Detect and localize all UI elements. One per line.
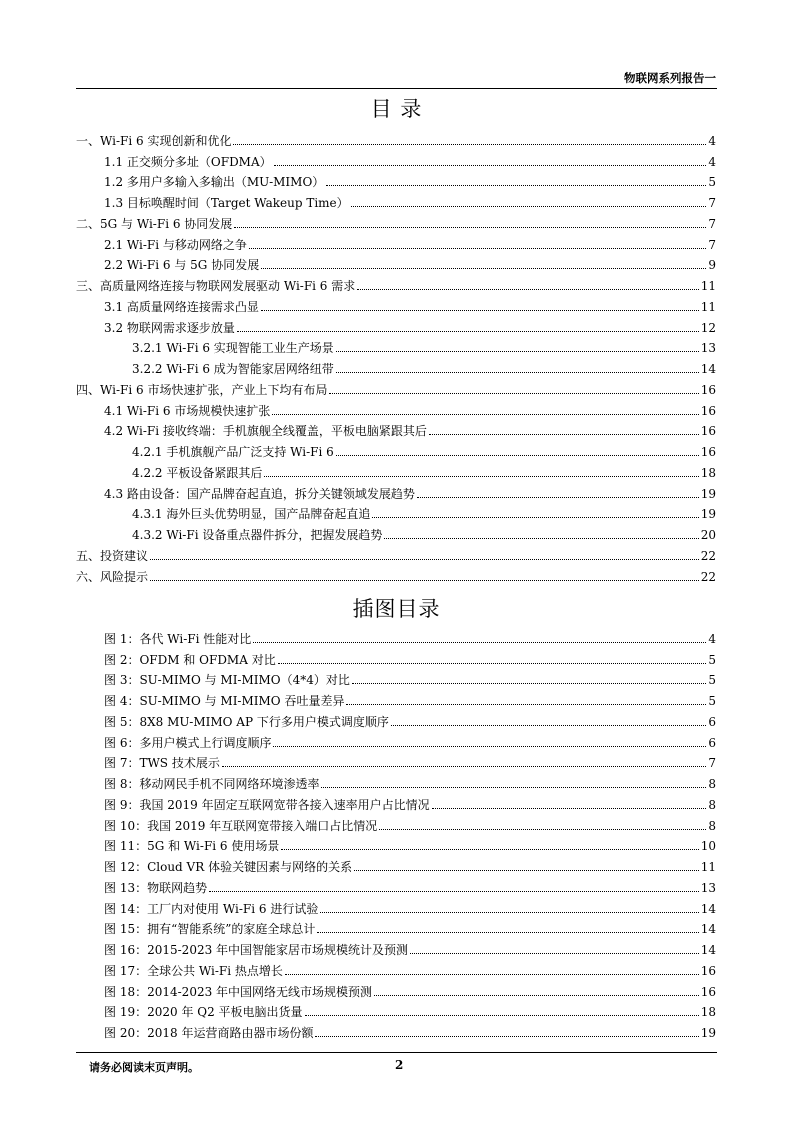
figure-entry-title: 图 7：TWS 技术展示 xyxy=(104,756,220,771)
toc-entry-page-number: 18 xyxy=(700,465,716,480)
toc-entry[interactable] xyxy=(76,127,716,148)
toc-entry[interactable] xyxy=(76,355,716,376)
toc-entry[interactable] xyxy=(76,480,716,501)
toc-entry-title: 4.2 Wi-Fi 接收终端：手机旗舰全线覆盖，平板电脑紧跟其后 xyxy=(104,424,427,439)
dot-leader xyxy=(357,289,698,290)
dot-leader xyxy=(326,185,706,186)
dot-leader xyxy=(150,559,699,560)
toc-entry-page-number: 4 xyxy=(708,133,716,148)
toc-entry-title: 1.1 正交频分多址（OFDMA） xyxy=(104,154,272,169)
figure-entry-page-number: 5 xyxy=(708,652,716,667)
figure-entry-title: 图 6：多用户模式上行调度顺序 xyxy=(104,735,272,750)
dot-leader xyxy=(261,268,706,269)
figure-entry[interactable] xyxy=(76,750,716,771)
figure-entry-title: 图 20：2018 年运营商路由器市场份额 xyxy=(104,1026,314,1040)
toc-entry[interactable] xyxy=(76,293,716,314)
figure-entry[interactable] xyxy=(76,916,716,937)
toc-entry[interactable] xyxy=(76,542,716,563)
toc-entry-title: 4.3.1 海外巨头优势明显，国产品牌奋起直追 xyxy=(132,507,371,522)
disclaimer-note: 请务必阅读末页声明。 xyxy=(89,1061,199,1074)
figure-entry[interactable] xyxy=(76,936,716,957)
dot-leader xyxy=(278,663,707,664)
figure-entry[interactable] xyxy=(76,874,716,895)
toc-entry-page-number: 16 xyxy=(700,445,716,459)
toc-entry-page-number: 22 xyxy=(700,548,716,563)
dot-leader xyxy=(429,434,699,435)
figure-entry-page-number: 7 xyxy=(708,756,716,771)
toc-entry-title: 4.2.2 平板设备紧跟其后 xyxy=(132,465,263,480)
figure-entry-page-number: 6 xyxy=(708,714,716,729)
toc-entry-title: 4.1 Wi-Fi 6 市场规模快速扩张 xyxy=(104,403,271,418)
toc-entry-title: 一、Wi-Fi 6 实现创新和优化 xyxy=(76,133,232,148)
figure-entry-title: 图 12：Cloud VR 体验关键因素与网络的关系 xyxy=(104,860,353,874)
toc-entry[interactable] xyxy=(76,397,716,418)
dot-leader xyxy=(317,932,698,933)
toc-entry[interactable] xyxy=(76,272,716,293)
toc-entry-page-number: 4 xyxy=(708,154,716,169)
figure-entry[interactable] xyxy=(76,770,716,791)
dot-leader xyxy=(249,248,706,249)
figure-entry[interactable] xyxy=(76,833,716,854)
dot-leader xyxy=(281,849,698,850)
toc-entry-title: 3.2 物联网需求逐步放量 xyxy=(104,320,235,335)
figure-entry-title: 图 2：OFDM 和 OFDMA 对比 xyxy=(104,652,276,667)
toc-entry[interactable] xyxy=(76,438,716,459)
toc-entry-title: 二、5G 与 Wi-Fi 6 协同发展 xyxy=(76,216,233,231)
toc-entry[interactable] xyxy=(76,501,716,522)
toc-entry-title: 三、高质量网络连接与物联网发展驱动 Wi-Fi 6 需求 xyxy=(76,279,356,293)
figure-entry[interactable] xyxy=(76,791,716,812)
dot-leader xyxy=(234,227,706,228)
toc-entry-title: 六、风险提示 xyxy=(76,569,149,584)
figure-entry-page-number: 14 xyxy=(700,922,716,937)
figure-list-heading: 插图目录 xyxy=(352,597,441,621)
dot-leader xyxy=(222,766,707,767)
toc-entry[interactable] xyxy=(76,210,716,231)
toc-entry[interactable] xyxy=(76,189,716,210)
toc-entry-title: 2.1 Wi-Fi 与移动网络之争 xyxy=(104,237,247,252)
dot-leader xyxy=(336,455,699,456)
toc-entry-title: 3.1 高质量网络连接需求凸显 xyxy=(104,299,259,314)
dot-leader xyxy=(264,476,698,477)
toc-entry-page-number: 20 xyxy=(700,528,716,542)
figure-entry-title: 图 5：8X8 MU-MIMO AP 下行多用户模式调度顺序 xyxy=(104,714,389,729)
figure-entry[interactable] xyxy=(76,853,716,874)
toc-entry[interactable] xyxy=(76,521,716,542)
dot-leader xyxy=(253,642,706,643)
toc-entry[interactable] xyxy=(76,563,716,584)
toc-entry-page-number: 16 xyxy=(700,382,716,397)
figure-entry-page-number: 18 xyxy=(700,1005,716,1020)
figure-entry-page-number: 6 xyxy=(708,735,716,750)
figure-entry-page-number: 8 xyxy=(708,797,716,812)
figure-entry[interactable] xyxy=(76,895,716,916)
dot-leader xyxy=(374,995,699,996)
dot-leader xyxy=(336,351,699,352)
figure-entry-page-number: 16 xyxy=(700,963,716,978)
toc-entry-page-number: 12 xyxy=(700,320,716,335)
figure-entry-page-number: 19 xyxy=(700,1026,716,1040)
figure-entry-page-number: 5 xyxy=(708,673,716,688)
toc-entry-title: 4.2.1 手机旗舰产品广泛支持 Wi-Fi 6 xyxy=(132,445,334,459)
figure-entry-page-number: 11 xyxy=(700,860,716,874)
toc-entry-page-number: 11 xyxy=(700,279,716,293)
header-divider xyxy=(76,88,717,89)
figure-entry-title: 图 18：2014-2023 年中国网络无线市场规模预测 xyxy=(104,984,373,999)
toc-entry[interactable] xyxy=(76,459,716,480)
dot-leader xyxy=(432,808,707,809)
toc-entry-title: 五、投资建议 xyxy=(76,548,149,563)
toc-entry-title: 4.3 路由设备：国产品牌奋起直追，拆分关键领域发展趋势 xyxy=(104,486,415,501)
figure-entry-page-number: 4 xyxy=(708,631,716,646)
dot-leader xyxy=(417,497,699,498)
dot-leader xyxy=(274,165,707,166)
figure-entry-page-number: 13 xyxy=(700,880,716,895)
dot-leader xyxy=(320,912,698,913)
toc-entry[interactable] xyxy=(76,169,716,190)
dot-leader xyxy=(336,372,699,373)
dot-leader xyxy=(384,538,698,539)
toc-heading: 目 录 xyxy=(370,97,423,121)
figure-entry-title: 图 13：物联网趋势 xyxy=(104,880,208,895)
footer-divider xyxy=(76,1052,717,1053)
toc-entry[interactable] xyxy=(76,148,716,169)
figure-entry-page-number: 10 xyxy=(700,839,716,854)
dot-leader xyxy=(329,393,698,394)
figure-entry-title: 图 17：全球公共 Wi-Fi 热点增长 xyxy=(104,963,283,978)
figure-entry-page-number: 5 xyxy=(708,694,716,708)
dot-leader xyxy=(379,829,706,830)
figure-entry-title: 图 8：移动网民手机不同网络环境渗透率 xyxy=(104,777,320,791)
figure-entry-page-number: 16 xyxy=(700,984,716,999)
dot-leader xyxy=(273,746,706,747)
figure-list xyxy=(76,625,716,1040)
figure-entry-title: 图 9：我国 2019 年固定互联网宽带各接入速率用户占比情况 xyxy=(104,797,430,812)
toc-entry-page-number: 7 xyxy=(708,237,716,252)
toc-entry-page-number: 16 xyxy=(700,424,716,439)
toc-entry-page-number: 7 xyxy=(708,196,716,210)
figure-entry[interactable] xyxy=(76,978,716,999)
toc-entry-title: 1.3 目标唤醒时间（Target Wakeup Time） xyxy=(104,196,349,210)
figure-entry-page-number: 14 xyxy=(700,901,716,916)
toc-entry[interactable] xyxy=(76,418,716,439)
figure-entry[interactable] xyxy=(76,687,716,708)
toc-entry-title: 4.3.2 Wi-Fi 设备重点器件拆分，把握发展趋势 xyxy=(132,528,383,542)
toc-entry-title: 3.2.1 Wi-Fi 6 实现智能工业生产场景 xyxy=(132,341,334,356)
toc-entry-page-number: 5 xyxy=(708,175,716,190)
figure-entry[interactable] xyxy=(76,999,716,1020)
toc-list xyxy=(76,127,716,584)
toc-entry-page-number: 16 xyxy=(700,403,716,418)
toc-entry-page-number: 7 xyxy=(708,216,716,231)
figure-entry[interactable] xyxy=(76,667,716,688)
dot-leader xyxy=(351,206,707,207)
figure-entry[interactable] xyxy=(76,708,716,729)
toc-entry-title: 2.2 Wi-Fi 6 与 5G 协同发展 xyxy=(104,258,260,273)
toc-entry-title: 1.2 多用户多输入多输出（MU-MIMO） xyxy=(104,175,325,190)
dot-leader xyxy=(237,331,699,332)
toc-entry-page-number: 11 xyxy=(700,299,716,314)
toc-entry[interactable] xyxy=(76,335,716,356)
toc-entry-page-number: 9 xyxy=(708,258,716,273)
dot-leader xyxy=(391,725,707,726)
figure-entry[interactable] xyxy=(76,625,716,646)
dot-leader xyxy=(285,974,699,975)
dot-leader xyxy=(315,1036,698,1037)
figure-entry-page-number: 14 xyxy=(700,943,716,957)
figure-entry-page-number: 8 xyxy=(708,818,716,833)
dot-leader xyxy=(372,517,698,518)
toc-entry-page-number: 22 xyxy=(700,569,716,584)
dot-leader xyxy=(233,144,706,145)
figure-entry-title: 图 11：5G 和 Wi-Fi 6 使用场景 xyxy=(104,839,280,854)
figure-entry-title: 图 10：我国 2019 年互联网宽带接入端口占比情况 xyxy=(104,818,378,833)
figure-entry[interactable] xyxy=(76,646,716,667)
figure-entry[interactable] xyxy=(76,729,716,750)
dot-leader xyxy=(150,580,699,581)
figure-entry-title: 图 1：各代 Wi-Fi 性能对比 xyxy=(104,631,252,646)
report-series-title: 物联网系列报告一 xyxy=(624,71,716,85)
dot-leader xyxy=(354,870,699,871)
dot-leader xyxy=(346,704,706,705)
toc-entry-page-number: 13 xyxy=(700,341,716,356)
toc-entry[interactable] xyxy=(76,231,716,252)
figure-entry[interactable] xyxy=(76,1019,716,1040)
toc-entry[interactable] xyxy=(76,376,716,397)
figure-entry-title: 图 15：拥有“智能系统”的家庭全球总计 xyxy=(104,922,316,937)
figure-entry[interactable] xyxy=(76,812,716,833)
figure-entry[interactable] xyxy=(76,957,716,978)
toc-entry-page-number: 14 xyxy=(700,362,716,376)
dot-leader xyxy=(209,891,699,892)
figure-entry-title: 图 16：2015-2023 年中国智能家居市场规模统计及预测 xyxy=(104,943,409,957)
dot-leader xyxy=(321,787,706,788)
toc-entry[interactable] xyxy=(76,252,716,273)
dot-leader xyxy=(352,683,706,684)
toc-entry-title: 3.2.2 Wi-Fi 6 成为智能家居网络纽带 xyxy=(132,362,334,376)
page-number: 2 xyxy=(395,1058,404,1072)
figure-entry-title: 图 4：SU-MIMO 与 MI-MIMO 吞吐量差异 xyxy=(104,694,345,708)
figure-entry-title: 图 14：工厂内对使用 Wi-Fi 6 进行试验 xyxy=(104,901,319,916)
toc-entry-page-number: 19 xyxy=(700,507,716,522)
dot-leader xyxy=(410,953,699,954)
figure-entry-page-number: 8 xyxy=(708,777,716,791)
toc-entry-page-number: 19 xyxy=(700,486,716,501)
figure-entry-title: 图 19：2020 年 Q2 平板电脑出货量 xyxy=(104,1005,303,1020)
dot-leader xyxy=(272,414,698,415)
toc-entry[interactable] xyxy=(76,314,716,335)
dot-leader xyxy=(261,310,699,311)
figure-entry-title: 图 3：SU-MIMO 与 MI-MIMO（4*4）对比 xyxy=(104,673,350,688)
dot-leader xyxy=(305,1015,699,1016)
toc-entry-title: 四、Wi-Fi 6 市场快速扩张，产业上下均有布局 xyxy=(76,382,328,397)
